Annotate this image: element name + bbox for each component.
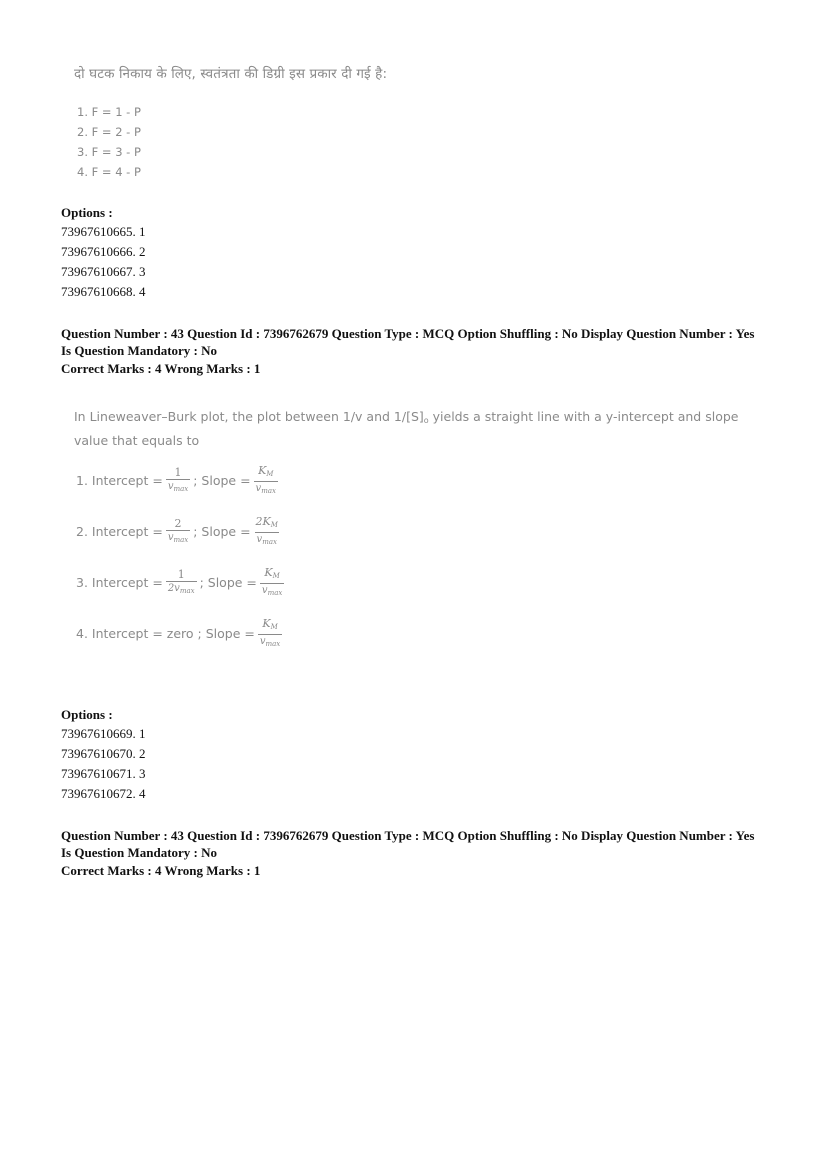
image-option: 3. F = 3 - P: [77, 145, 141, 159]
question-mandatory-line: Is Question Mandatory : No: [61, 342, 218, 358]
option-item: 73967610669. 1: [61, 726, 146, 741]
image-option: [76, 608, 287, 659]
options-list: [61, 724, 146, 804]
image-option: [76, 455, 287, 506]
question-text-part: In Lineweaver–Burk plot, the plot between 1/v and 1/[S]: [74, 409, 424, 424]
option-item: 73967610670. 2: [61, 746, 146, 761]
question-text-part: yields a straight line with a y-intercept and slope value that equals to: [74, 409, 739, 448]
fraction-denominator: $v_{max}$: [166, 479, 190, 496]
option-prefix: 3. Intercept =: [76, 575, 163, 590]
image-option: [76, 506, 287, 557]
option-prefix: 2. Intercept =: [76, 524, 163, 539]
fraction-denominator: $v_{max}$: [260, 583, 284, 600]
question-meta: [61, 828, 781, 880]
image-option: 1. F = 1 - P: [77, 105, 141, 119]
options-list: [61, 222, 146, 302]
option-item: 73967610668. 4: [61, 284, 146, 299]
fraction-denominator: $v_{max}$: [255, 532, 279, 549]
option-item: 73967610666. 2: [61, 244, 146, 259]
slope-fraction: [254, 515, 280, 549]
fraction-denominator: $v_{max}$: [258, 634, 282, 651]
option-prefix: 4. Intercept = zero ; Slope =: [76, 626, 255, 641]
option-separator: ; Slope =: [199, 575, 257, 590]
fraction-numerator: $K_M$: [262, 616, 278, 631]
question-text-hindi: दो घटक निकाय के लिए, स्वतंत्रता की डिग्री इस प्रकार दी गई है:: [74, 66, 388, 82]
option-prefix: 1. Intercept =: [76, 473, 163, 488]
fraction-numerator: 2: [174, 516, 182, 530]
fraction-denominator: $v_{max}$: [254, 481, 278, 498]
option-item: 73967610671. 3: [61, 766, 146, 781]
options-label: Options :: [61, 205, 113, 220]
option-item: 73967610667. 3: [61, 264, 146, 279]
fraction-numerator: $K_M$: [258, 463, 274, 478]
fraction-numerator: $K_M$: [264, 565, 280, 580]
option-item: 73967610665. 1: [61, 224, 146, 239]
question-marks-line: Correct Marks : 4 Wrong Marks : 1: [61, 361, 261, 376]
option-separator: ; Slope =: [193, 524, 251, 539]
question-text-subscript: o: [423, 416, 429, 425]
intercept-fraction: [166, 517, 190, 547]
question-image-options: [77, 102, 141, 182]
question-meta-line: Question Number : 43 Question Id : 7396762679 Question Type : MCQ Option Shuffling : No Display Question Number : Yes: [61, 828, 755, 843]
fraction-denominator: $2v_{max}$: [166, 581, 197, 598]
question-text: [74, 407, 774, 451]
option-separator: ; Slope =: [193, 473, 251, 488]
slope-fraction: [254, 464, 278, 498]
option-item: 73967610672. 4: [61, 786, 146, 801]
image-option: [76, 557, 287, 608]
intercept-fraction: [166, 568, 197, 598]
question-meta-line: Question Number : 43 Question Id : 7396762679 Question Type : MCQ Option Shuffling : No Display Question Number : Yes: [61, 326, 755, 341]
question-marks-line: Correct Marks : 4 Wrong Marks : 1: [61, 863, 261, 878]
image-option: 2. F = 2 - P: [77, 125, 141, 139]
slope-fraction: [258, 617, 282, 651]
fraction-numerator: 1: [177, 567, 185, 581]
question-mandatory-line: Is Question Mandatory : No: [61, 844, 218, 860]
fraction-denominator: $v_{max}$: [166, 530, 190, 547]
question-image-options: [76, 455, 287, 659]
question-meta: [61, 326, 781, 378]
fraction-numerator: 1: [174, 465, 182, 479]
fraction-numerator: $2K_M$: [255, 514, 278, 529]
options-label: Options :: [61, 707, 113, 722]
intercept-fraction: [166, 466, 190, 496]
image-option: 4. F = 4 - P: [77, 165, 141, 179]
slope-fraction: [260, 566, 284, 600]
